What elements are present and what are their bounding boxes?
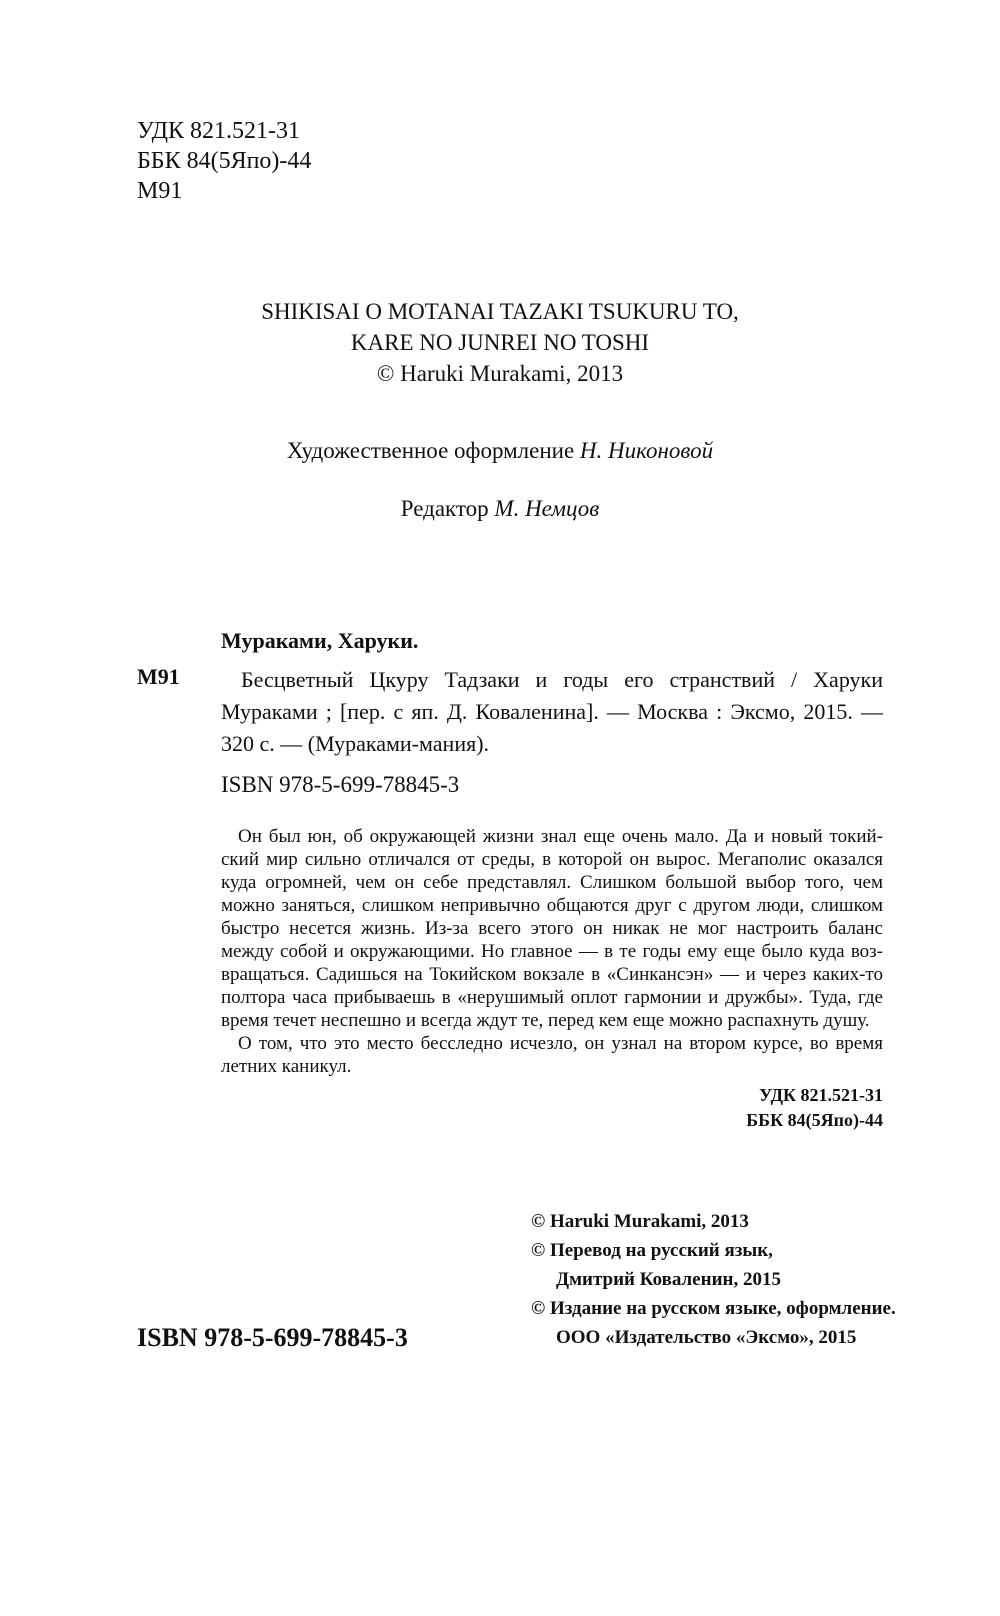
annotation	[221, 825, 883, 1078]
editor-role: Редактор	[400, 496, 489, 521]
original-title-line2: KARE NO JUNREI NO TOSHI	[350, 330, 650, 355]
isbn-bottom: ISBN 978-5-699-78845-3	[137, 1323, 408, 1352]
bottom-classification-codes	[700, 1083, 883, 1133]
original-title-line1: SHIKISAI O MOTANAI TAZAKI TSUKURU TO,	[261, 299, 739, 324]
design-name: Н. Никоновой	[579, 438, 714, 463]
design-credit	[0, 438, 1000, 464]
copyright-block	[531, 1207, 896, 1352]
udk-code: УДК 821.521-31	[137, 118, 300, 144]
copyright-line-1: © Haruki Murakami, 2013	[531, 1211, 749, 1232]
design-role: Художественное оформление	[286, 438, 575, 463]
editor-credit	[0, 496, 1000, 522]
annotation-paragraph-1: Он был юн, об окружающей жизни знал еще очень мало. Да и новый токийский мир сильно отличался от среды, в которой он вырос. Мегаполис оказался куда огромней, чем он себе представлял. Слишком большой выбор того, чем можно заняться, слишком непривычно общаются друг с другом люди, слишком быстро несется жизнь. Из-за всего этого он никак не мог настроить баланс между собой и окружающими. Но главное — в те годы ему еще было куда возвращаться. Садишься на Токийском вокзале в «Синкансэн» — и через каких-то полтора часа прибываешь в «нерушимый оплот гармонии и дружбы». Туда, где время течет неспешно и всегда ждут те, перед кем еще можно распахнуть душу.	[221, 826, 883, 1031]
editor-name: М. Немцов	[494, 496, 600, 521]
bottom-bbk-code: ББК 84(5Япо)-44	[746, 1110, 883, 1130]
copyright-line-4: © Издание на русском языке, оформление.	[531, 1298, 896, 1319]
bib-author-mark: М91	[137, 664, 180, 689]
author-mark: М91	[137, 178, 183, 204]
copyright-line-2: © Перевод на русский язык,	[531, 1240, 773, 1261]
bbk-code: ББК 84(5Япо)-44	[137, 148, 312, 174]
original-copyright: © Haruki Murakami, 2013	[376, 361, 624, 386]
isbn-record: ISBN 978-5-699-78845-3	[221, 772, 460, 797]
classification-codes	[137, 116, 311, 206]
original-title-block	[0, 296, 1000, 389]
copyright-line-5: ООО «Издательство «Эксмо», 2015	[556, 1327, 857, 1348]
annotation-paragraph-2: О том, что это место бесследно исчезло, он узнал на втором курсе, во время летних каникул.	[221, 1033, 883, 1077]
bottom-udk-code: УДК 821.521-31	[759, 1085, 883, 1105]
copyright-line-3: Дмитрий Коваленин, 2015	[556, 1269, 781, 1290]
author-heading: Мураками, Харуки.	[221, 628, 419, 653]
bibliographic-record: Бесцветный Цкуру Тадзаки и годы его странствий / Харуки Мураками ; [пер. с яп. Д. Коваленина]. — Москва : Эксмо, 2015. — 320 с. — (Мураками-мания).	[221, 667, 883, 756]
